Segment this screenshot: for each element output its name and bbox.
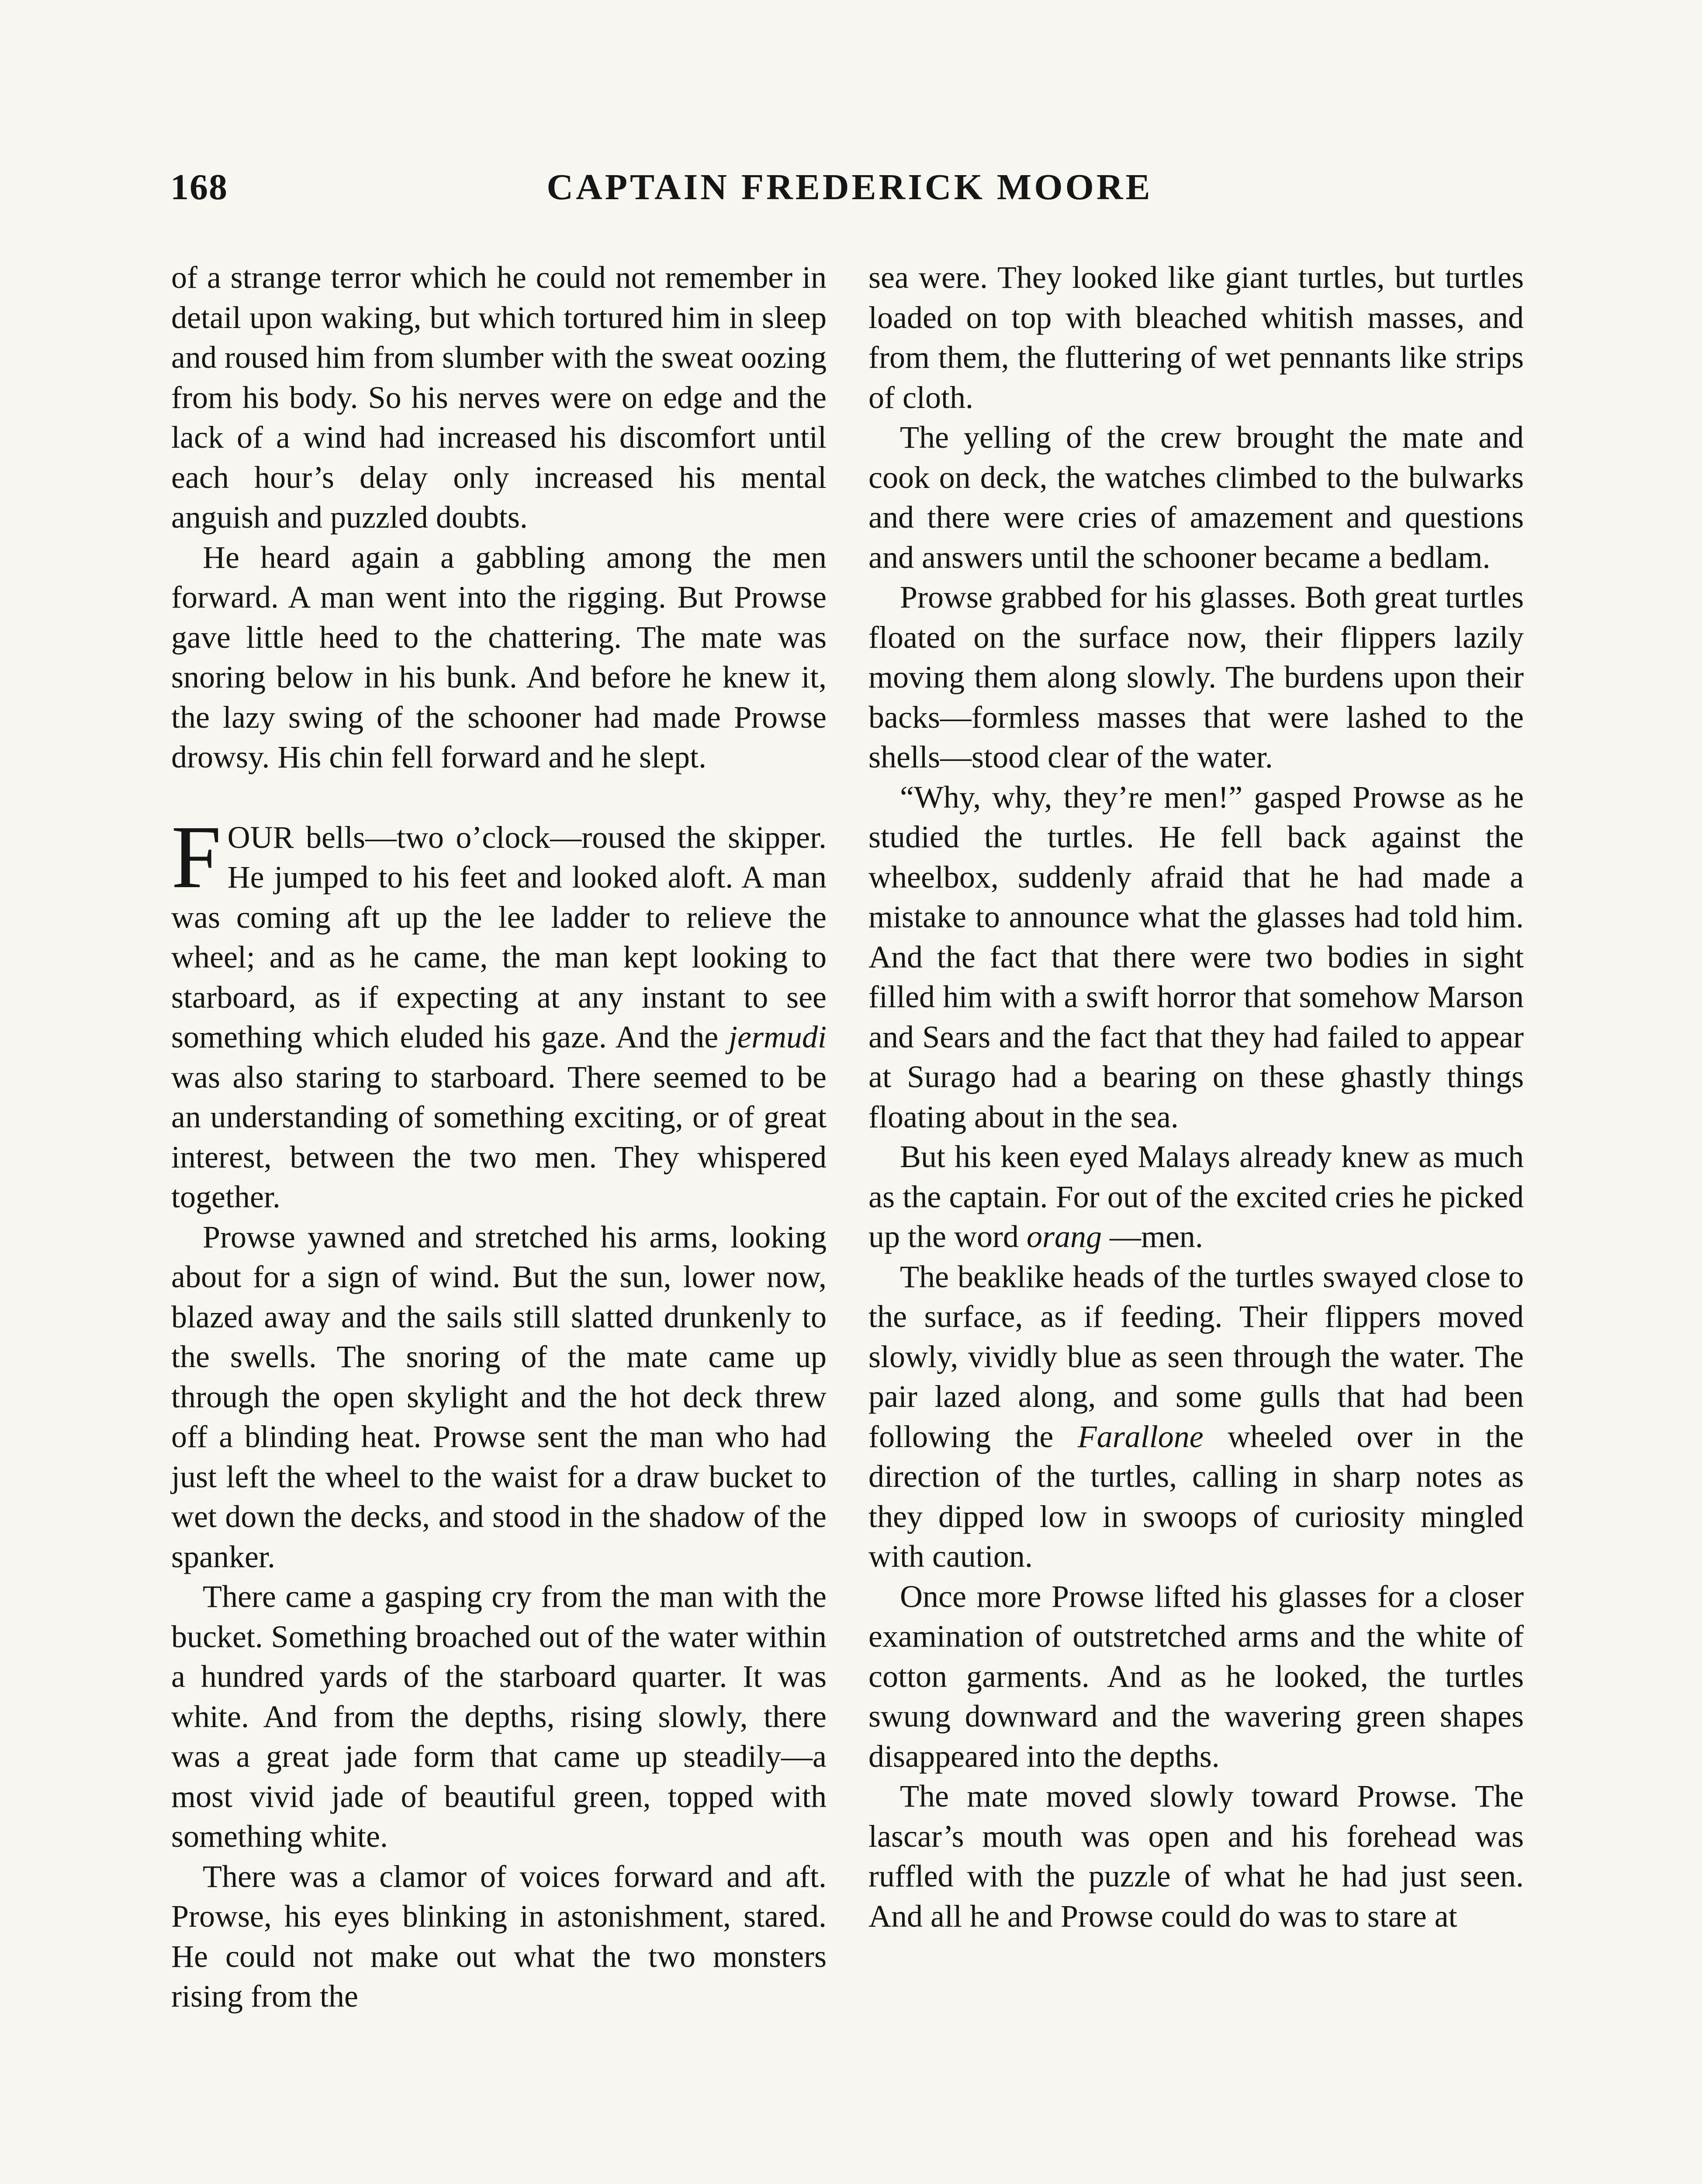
paragraph: The yelling of the crew brought the mate and cook on deck, the watches climbed to the bulwarks and there were cries of amazement and questions and answers until the schooner became a bedlam.: [868, 420, 1524, 575]
right-column: [868, 258, 1524, 1936]
paragraph-text: wheeled over in the direction of the turtles, calling in sharp notes as they dipped low in swoops of curiosity mingled with caution.: [868, 1419, 1524, 1574]
paragraph: of a strange terror which he could not remember in detail upon waking, but which tortured him in sleep and roused him from slumber with the sweat oozing from his body. So his nerves were on edge and the lack of a wind had increased his discomfort until each hour’s delay only increased his mental anguish and puzzled doubts.: [171, 260, 827, 535]
paragraph-text: The beaklike heads of the turtles swayed close to the surface, as if feeding. Their flippers moved slowly, vividly blue as seen through the water. The pair lazed along, and some gulls that had been following the: [868, 1259, 1524, 1454]
paragraph: Prowse yawned and stretched his arms, looking about for a sign of wind. But the sun, lower now, blazed away and the sails still slatted drunkenly to the swells. The snoring of the mate came up through the open skylight and the hot deck threw off a blinding heat. Prowse sent the man who had just left the wheel to the waist for a draw bucket to wet down the decks, and stood in the shadow of the spanker.: [171, 1219, 827, 1574]
paragraph: [868, 1257, 1524, 1577]
paragraph: There came a gasping cry from the man with the bucket. Something broached out of the water within a hundred yards of the starboard quarter. It was white. And from the depths, rising slowly, there was a great jade form that came up steadily—a most vivid jade of beautiful green, topped with something white.: [171, 1579, 827, 1854]
italic-word: jermudi: [729, 1019, 827, 1054]
paragraph-text: was also staring to starboard. There seemed to be an understanding of something exciting, or of great interest, between the two men. They whispered together.: [171, 1059, 827, 1214]
running-title: CAPTAIN FREDERICK MOORE: [547, 167, 1153, 207]
paragraph: sea were. They looked like giant turtles, but turtles loaded on top with bleached whitish masses, and from them, the fluttering of wet pennants like strips of cloth.: [868, 260, 1524, 415]
left-column: [171, 258, 827, 2017]
paragraph-text: bells—two o’clock—roused the skipper. He jumped to his feet and looked aloft. A man was coming aft up the lee ladder to relieve the wheel; and as he came, the man kept looking to starboard, as if expecting at any instant to see something which eluded his gaze. And the: [171, 819, 827, 1054]
small-caps-lead: OUR: [227, 819, 294, 855]
section-paragraph: [171, 806, 827, 1217]
paragraph: He heard again a gabbling among the men forward. A man went into the rigging. But Prowse gave little heed to the chattering. The mate was snoring below in his bunk. And before he knew it, the lazy swing of the schooner had made Prowse drowsy. His chin fell forward and he slept.: [171, 539, 827, 774]
paragraph-text: But his keen eyed Malays already knew as much as the captain. For out of the excited cries he picked up the word: [868, 1139, 1524, 1254]
paragraph-text: —men.: [1101, 1219, 1203, 1254]
paragraph: Prowse grabbed for his glasses. Both great turtles floated on the surface now, their flippers lazily moving them along slowly. The burdens upon their backs—formless masses that were lashed to the shells—stood clear of the water.: [868, 580, 1524, 774]
drop-cap: F: [171, 806, 221, 907]
running-head: [170, 166, 1529, 218]
paragraph: [868, 1137, 1524, 1257]
page-number: 168: [170, 167, 228, 207]
paragraph: “Why, why, they’re men!” gasped Prowse as he studied the turtles. He fell back against the wheelbox, suddenly afraid that he had made a mistake to announce what the glasses had told him. And the fact that there were two bodies in sight filled him with a swift horror that somehow Marson and Sears and the fact that they had failed to appear at Surago had a bearing on these ghastly things floating about in the sea.: [868, 779, 1524, 1134]
italic-word: Farallone: [1077, 1419, 1204, 1454]
paragraph: Once more Prowse lifted his glasses for a closer examination of outstretched arms and the white of cotton garments. And as he looked, the turtles swung downward and the wavering green shapes disappeared into the depths.: [868, 1579, 1524, 1774]
paragraph: There was a clamor of voices forward and aft. Prowse, his eyes blinking in astonishment, stared. He could not make out what the two monsters rising from the: [171, 1859, 827, 2014]
paragraph: The mate moved slowly toward Prowse. The lascar’s mouth was open and his forehead was ruffled with the puzzle of what he had just seen. And all he and Prowse could do was to stare at: [868, 1779, 1524, 1934]
italic-word: orang: [1026, 1219, 1102, 1254]
